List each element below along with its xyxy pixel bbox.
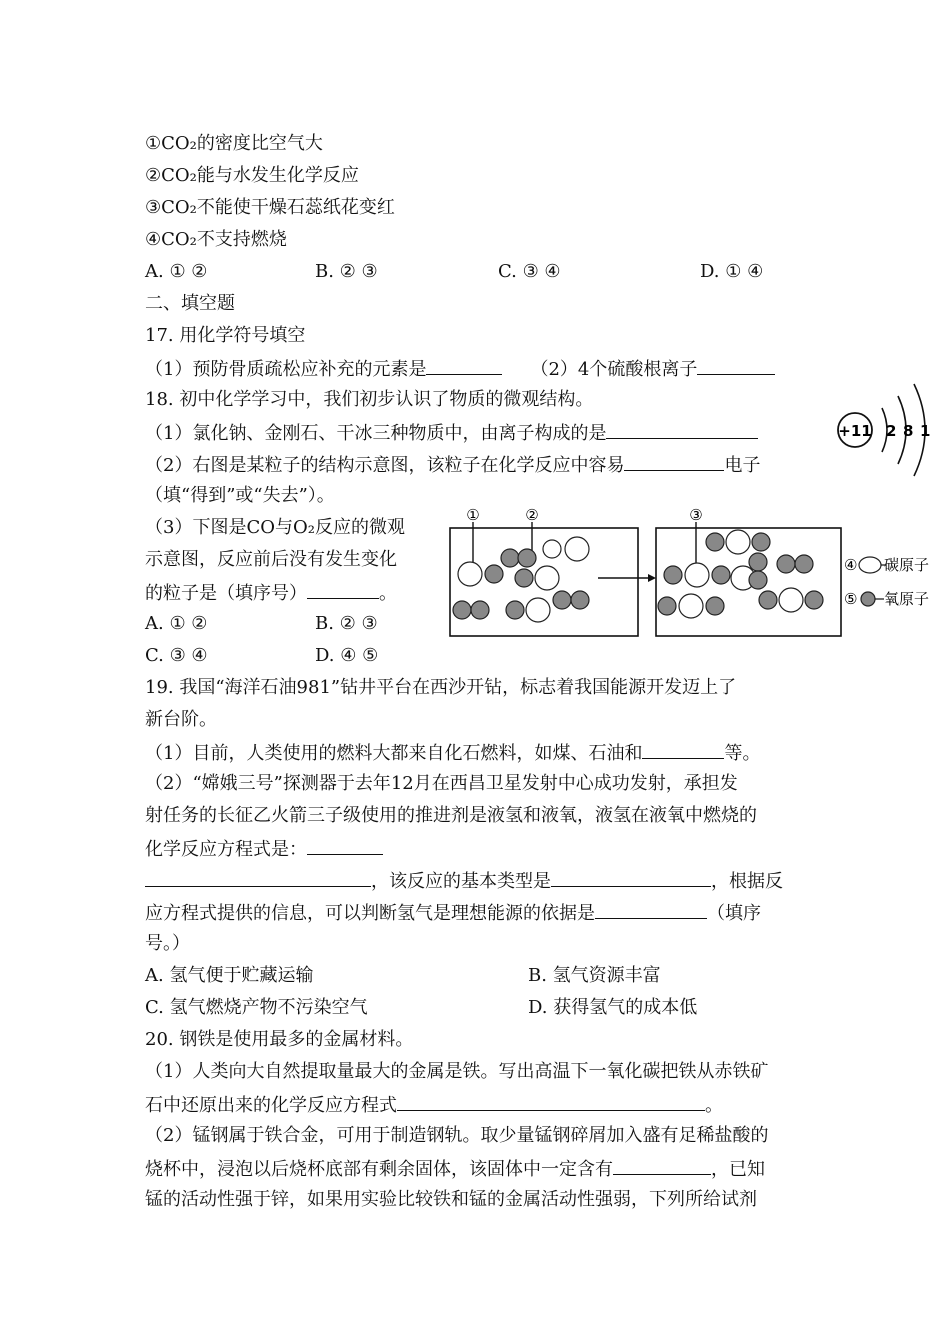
q19-part2-line1: （2）“嫦娥三号”探测器于去年12月在西昌卫星发射中心成功发射，承担发 <box>145 773 738 794</box>
q20-part1-prompt: 石中还原出来的化学反应方程式 <box>145 1095 397 1116</box>
q17-part2: （2）4个硫酸根离子 <box>530 359 698 380</box>
shell-2-electrons: 8 <box>903 422 914 440</box>
q19-part1-suffix: 等。 <box>724 743 761 764</box>
legend-4-label: 碳原子 <box>884 556 930 574</box>
q16-option-b: B. ② ③ <box>315 261 378 282</box>
q18-option-d: D. ④ ⑤ <box>315 645 379 666</box>
q17-part1: （1）预防骨质疏松应补充的元素是 <box>145 359 427 380</box>
q18-part3-period: 。 <box>379 583 397 604</box>
legend-oxygen-atom <box>861 592 875 606</box>
legend-4-number: ④ <box>844 556 858 574</box>
q18-part1: （1）氯化钠、金刚石、干冰三种物质中，由离子构成的是 <box>145 423 607 444</box>
q18-option-b: B. ② ③ <box>315 613 378 634</box>
q19-part2-continue: ，根据反 <box>711 871 783 892</box>
q19-blank-3[interactable] <box>551 868 711 887</box>
q16-option-c: C. ③ ④ <box>498 261 561 282</box>
q20-part2-line1: （2）锰钢属于铁合金，可用于制造钢轨。取少量锰钢碎屑加入盛有足稀盐酸的 <box>145 1125 769 1146</box>
atom-structure-diagram <box>830 378 940 478</box>
q19-option-a: A. 氢气便于贮藏运输 <box>145 965 314 986</box>
q18-part3-line2: 示意图，反应前后没有发生变化 <box>145 549 397 570</box>
nucleus-charge: +11 <box>838 422 872 440</box>
q16-statement-2: ②CO₂能与水发生化学反应 <box>145 165 359 186</box>
label-3: ③ <box>689 506 703 524</box>
reaction-micro-diagram <box>440 500 930 640</box>
q18-part2-line <box>145 452 760 478</box>
q20-part2-prompt: 烧杯中，浸泡以后烧杯底部有剩余固体，该固体中一定含有 <box>145 1159 613 1180</box>
q20-part1-period: 。 <box>705 1095 723 1116</box>
q19-part2-line4 <box>145 868 783 894</box>
q19-part2-line2: 射任务的长征乙火箭三子级使用的推进剂是液氢和液氧，液氢在液氧中燃烧的 <box>145 805 757 826</box>
q19-blank-2b[interactable] <box>145 868 371 887</box>
q16-option-d: D. ① ④ <box>700 261 764 282</box>
q19-part2-line3 <box>145 836 383 862</box>
q19-option-b: B. 氢气资源丰富 <box>528 965 661 986</box>
label-1: ① <box>466 506 480 524</box>
label-2: ② <box>525 506 539 524</box>
q19-option-d: D. 获得氢气的成本低 <box>528 997 698 1018</box>
q19-option-c: C. 氢气燃烧产物不污染空气 <box>145 997 368 1018</box>
q20-blank-2[interactable] <box>613 1156 711 1175</box>
q17-blank-2[interactable] <box>697 356 775 375</box>
q20-title: 20. 钢铁是使用最多的金属材料。 <box>145 1029 414 1050</box>
q17-blank-1[interactable] <box>426 356 502 375</box>
legend-5-number: ⑤ <box>844 590 858 608</box>
q19-part2-line6: 号。） <box>145 933 190 954</box>
q17-line <box>145 356 775 382</box>
q19-blank-2a[interactable] <box>307 836 383 855</box>
q19-blank-1[interactable] <box>642 740 724 759</box>
q20-part1-line1: （1）人类向大自然提取量最大的金属是铁。写出高温下一氧化碳把铁从赤铁矿 <box>145 1061 769 1082</box>
q18-option-a: A. ① ② <box>145 613 208 634</box>
q20-part2-continue: ，已知 <box>711 1159 765 1180</box>
q16-statement-4: ④CO₂不支持燃烧 <box>145 229 287 250</box>
q17-title: 17. 用化学符号填空 <box>145 325 306 346</box>
q18-part2: （2）右图是某粒子的结构示意图，该粒子在化学反应中容易 <box>145 455 625 476</box>
q18-part3-line1: （3）下图是CO与O₂反应的微观 <box>145 517 405 538</box>
q18-part2-suffix: 电子 <box>724 455 761 476</box>
q19-part1: （1）目前，人类使用的燃料大都来自化石燃料，如煤、石油和 <box>145 743 643 764</box>
legend-5-label: 氧原子 <box>884 590 930 608</box>
q16-statement-1: ①CO₂的密度比空气大 <box>145 133 323 154</box>
shell-3-electrons: 1 <box>920 422 931 440</box>
q18-part3-line3 <box>145 580 397 606</box>
after-molecules <box>658 530 823 618</box>
q20-part2-line2 <box>145 1156 765 1182</box>
legend-carbon-atom <box>859 557 881 573</box>
q19-title-line1: 19. 我国“海洋石油981”钻井平台在西沙开钻，标志着我国能源开发迈上了 <box>145 677 737 698</box>
q18-title: 18. 初中化学学习中，我们初步认识了物质的微观结构。 <box>145 389 594 410</box>
q20-part1-line2 <box>145 1092 723 1118</box>
reaction-arrow-head <box>648 574 656 582</box>
q20-blank-1[interactable] <box>397 1092 705 1111</box>
q19-part2-type-prompt: ，该反应的基本类型是 <box>371 871 551 892</box>
q16-option-a: A. ① ② <box>145 261 208 282</box>
shell-1-electrons: 2 <box>886 422 897 440</box>
q19-part2-equation-prompt: 化学反应方程式是： <box>145 839 307 860</box>
q18-part1-line <box>145 420 758 446</box>
q19-part2-line5 <box>145 900 761 926</box>
q16-statement-3: ③CO₂不能使干燥石蕊纸花变红 <box>145 197 395 218</box>
q18-blank-2[interactable] <box>624 452 724 471</box>
q18-blank-3[interactable] <box>307 580 379 599</box>
q19-blank-4[interactable] <box>595 900 707 919</box>
q20-part2-line3: 锰的活动性强于锌，如果用实验比较铁和锰的金属活动性强弱，下列所给试剂 <box>145 1189 757 1210</box>
q18-part3-text: 的粒子是（填序号） <box>145 583 307 604</box>
q19-part2-basis-prompt: 应方程式提供的信息，可以判断氢气是理想能源的依据是 <box>145 903 595 924</box>
q18-blank-1[interactable] <box>606 420 758 439</box>
q19-part1-line <box>145 740 760 766</box>
q19-title-line2: 新台阶。 <box>145 709 217 730</box>
q18-part2-hint: （填“得到”或“失去”）。 <box>145 485 335 506</box>
q19-part2-hint: （填序 <box>707 903 761 924</box>
section-heading: 二、填空题 <box>145 293 235 314</box>
q18-option-c: C. ③ ④ <box>145 645 208 666</box>
